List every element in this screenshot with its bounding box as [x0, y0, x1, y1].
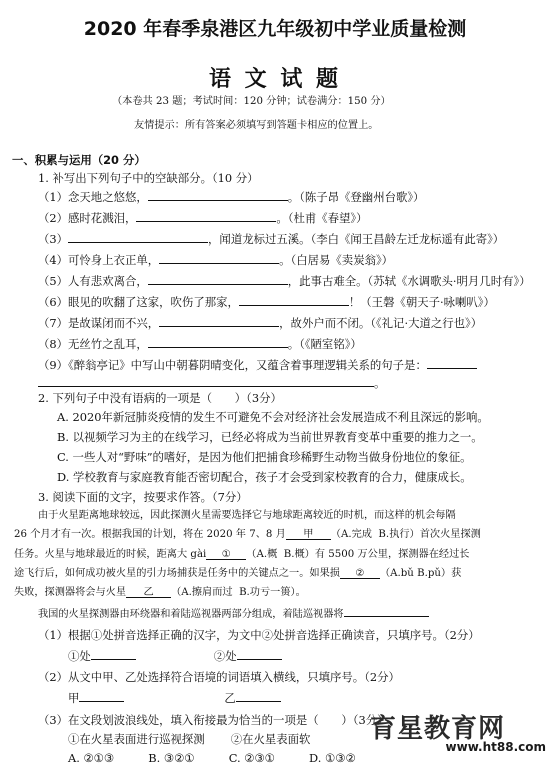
q3-sub-3: （3）在文段划波浪线处，填入衔接最为恰当的一项是（ ）（3分）	[38, 713, 389, 727]
q3-sub-2: （2）从文中甲、乙处选择符合语境的词语填入横线，只填序号。（2分）	[38, 670, 400, 684]
q1-text: ，闻道龙标过五溪。（李白《闻王昌龄左迁龙标遥有此寄》）	[208, 232, 505, 246]
watermark-text: 育星教育网	[370, 714, 506, 744]
q1-text: （8）无丝竹之乱耳，	[38, 337, 148, 351]
q3-stem: 3. 阅读下面的文字，按要求作答。（7分）	[38, 490, 248, 504]
q1-text: 。	[374, 376, 386, 390]
passage-text: 我国的火星探测器由环绕器和着陆巡视器两部分组成，着陆巡视器将	[38, 609, 344, 620]
answer-blank[interactable]	[236, 690, 281, 702]
wavy-line-blank[interactable]	[344, 605, 429, 617]
q3-sub-1-answers	[68, 648, 282, 664]
q3-passage-6	[38, 605, 429, 622]
answer-blank[interactable]	[159, 315, 279, 327]
passage-text: 失败，探测器将会与火星	[14, 587, 127, 598]
q1-text: （5）人有悲欢离合，	[38, 274, 148, 288]
q2-stem: 2. 下列句子中没有语病的一项是（ ）（3分）	[38, 391, 282, 405]
label: ①处	[68, 649, 91, 663]
q1-line-1	[38, 189, 424, 205]
q1-line-3	[38, 231, 504, 247]
exam-title: 2020 年春季泉港区九年级初中学业质量检测	[83, 18, 467, 40]
q1-stem: 1. 补写出下列句子中的空缺部分。（10 分）	[38, 171, 259, 185]
q1-text: （3）	[38, 232, 69, 246]
answer-blank[interactable]	[159, 252, 279, 264]
exam-info: （本卷共 23 题；考试时间：120 分钟；试卷满分：150 分）	[112, 96, 391, 107]
answer-blank[interactable]	[237, 648, 282, 660]
passage-text: （A.完成 B.执行）首次火星探测	[330, 529, 481, 540]
passage-text: （A.概 B.概）有 5500 万公里，探测器在经过长	[246, 549, 470, 560]
q1-line-9-cont	[38, 375, 385, 391]
q1-line-5	[38, 273, 531, 289]
q1-text: （2）感时花溅泪，	[38, 211, 137, 225]
q1-text: 。（白居易《卖炭翁》）	[279, 253, 394, 267]
q1-text: （9）《醉翁亭记》中写山中朝暮阴晴变化，又蕴含着事理逻辑关系的句子是：	[38, 358, 427, 372]
q2-option-d[interactable]: D. 学校教育与家庭教育能否密切配合，孩子才会受到家校教育的合力，健康成长。	[57, 470, 472, 484]
q3-sub-2-answers	[68, 690, 281, 706]
answer-blank[interactable]	[427, 357, 477, 369]
passage-text: 26 个月才有一次。根据我国的计划，将在 2020 年 7、8 月	[14, 529, 286, 540]
label: ②处	[213, 649, 237, 663]
blank-2[interactable]: ②	[340, 567, 380, 579]
q1-text: （6）眼见的吹翻了这家，吹伤了那家，	[38, 295, 239, 309]
q1-line-6	[38, 294, 495, 310]
reminder: 友情提示：所有答案必须填写到答题卡相应的位置上。	[134, 120, 379, 131]
q1-text: （1）念天地之悠悠，	[38, 190, 148, 204]
q1-text: ！（王磐《朝天子·咏喇叭》）	[348, 295, 495, 309]
answer-blank[interactable]	[91, 648, 136, 660]
section-heading: 一、积累与运用（20 分）	[12, 153, 146, 167]
answer-blank[interactable]	[38, 375, 374, 387]
answer-blank[interactable]	[136, 210, 276, 222]
q3-passage-3	[14, 548, 469, 562]
q1-text: （4）可怜身上衣正单，	[38, 253, 160, 267]
option[interactable]: ②在火星表面软	[230, 732, 311, 746]
q2-option-a[interactable]: A. 2020年新冠肺炎疫情的发生不可避免不会对经济社会发展造成不利且深远的影响。	[57, 410, 489, 424]
label: 乙	[224, 691, 236, 705]
watermark-logo	[370, 708, 550, 756]
subject-title: 语 文 试 题	[209, 67, 341, 92]
answer-blank[interactable]	[148, 273, 288, 285]
q1-text: 。（杜甫《春望》）	[276, 211, 368, 225]
answer-blank[interactable]	[148, 336, 288, 348]
q3-sub-1: （1）根据①处拼音选择正确的汉字，为文中②处拼音选择正确读音，只填序号。（2分）	[38, 628, 480, 642]
q3-passage-1: 由于火星距离地球较远，因此探测火星需要选择它与地球距离较近的时机，而这样的机会每隔	[38, 510, 456, 521]
q3-sub-3-answers[interactable]: A. ②①③ B. ③②① C. ②③① D. ①③②	[68, 751, 356, 765]
q1-line-8	[38, 336, 362, 352]
q3-passage-4	[14, 567, 461, 581]
q1-line-4	[38, 252, 393, 268]
q3-passage-5	[14, 586, 306, 600]
q2-option-c[interactable]: C. 一些人对“野味”的嗜好，是因为他们把捕食珍稀野生动物当做身份地位的象征。	[57, 450, 472, 464]
passage-text: （A.bǔ B.pǔ）获	[380, 568, 462, 579]
q3-passage-2	[14, 528, 481, 542]
q1-text: ，故外户而不闭。（《礼记·大道之行也》）	[279, 316, 483, 330]
watermark-url: www.ht88.com	[445, 740, 546, 754]
passage-text: （A.擦肩而过 B.功亏一篑）。	[171, 587, 306, 598]
answer-blank[interactable]	[79, 690, 124, 702]
q1-line-7	[38, 315, 482, 331]
q1-line-2	[38, 210, 368, 226]
passage-text: 途飞行后，如何成功被火星的引力场捕获是任务中的关键点之一。如果损	[14, 568, 340, 579]
q3-sub-3-options	[68, 731, 310, 747]
blank-1[interactable]: ①	[206, 548, 246, 560]
passage-text: 任务。火星与地球最近的时候，距离大 gài	[14, 549, 207, 560]
q1-text: ，此事古难全。（苏轼《水调歌头·明月几时有》）	[287, 274, 531, 288]
q1-line-9	[38, 357, 477, 373]
q2-option-b[interactable]: B. 以视频学习为主的在线学习，已经必将成为当前世界教育变革中重要的推力之一。	[57, 430, 483, 444]
q1-text: 。（陈子昂《登幽州台歌》）	[287, 190, 425, 204]
label: 甲	[68, 691, 80, 705]
answer-blank[interactable]	[68, 231, 208, 243]
q1-text: （7）是故谋闭而不兴，	[38, 316, 160, 330]
q1-text: 。（《陋室铭》）	[287, 337, 362, 351]
blank-yi[interactable]: 乙	[126, 586, 171, 598]
answer-blank[interactable]	[148, 189, 288, 201]
option[interactable]: ①在火星表面进行巡视探测	[68, 732, 205, 746]
answer-blank[interactable]	[239, 294, 349, 306]
blank-jia[interactable]: 甲	[286, 528, 331, 540]
